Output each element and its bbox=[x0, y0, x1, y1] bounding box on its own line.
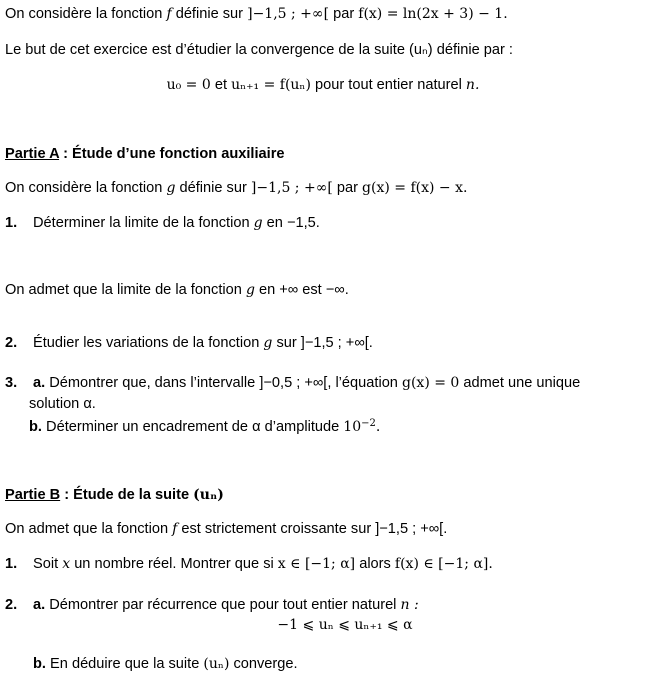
intro-line-2: Le but de cet exercice est d’étudier la convergence de la suite (uₙ) définie par : bbox=[5, 42, 513, 58]
text: définie sur bbox=[179, 180, 247, 196]
question-b1 bbox=[5, 555, 493, 573]
inequality bbox=[0, 616, 646, 634]
text: En déduire que la suite bbox=[50, 656, 200, 672]
question-a3b bbox=[29, 415, 380, 436]
inequality-text: −1 ⩽ uₙ ⩽ uₙ₊₁ ⩽ α bbox=[277, 617, 413, 633]
question-a1 bbox=[5, 214, 320, 232]
value-exponent: −2 bbox=[361, 418, 376, 429]
text: Soit bbox=[33, 556, 59, 572]
question-a2 bbox=[5, 334, 373, 352]
section-title-partie-b bbox=[5, 486, 224, 504]
function-symbol: g bbox=[263, 335, 273, 351]
admit-limit bbox=[5, 281, 349, 299]
text: en −1,5. bbox=[266, 215, 320, 231]
text: Démontrer que, dans l’intervalle ]−0,5 ; +∞[, l’équation bbox=[49, 375, 398, 391]
text: Démontrer par récurrence que pour tout entier naturel bbox=[49, 597, 397, 613]
text: par bbox=[336, 180, 358, 196]
text: est strictement croissante sur ]−1,5 ; +∞[. bbox=[181, 521, 448, 537]
question-number: 2. bbox=[5, 597, 18, 613]
subquestion-label: a. bbox=[33, 597, 46, 613]
question-number: 1. bbox=[5, 556, 18, 572]
text: On admet que la fonction bbox=[5, 521, 169, 537]
section-title-partie-a bbox=[5, 145, 285, 163]
domain-interval: ]−1,5 ; +∞[ bbox=[247, 6, 330, 22]
question-a3a bbox=[5, 374, 580, 392]
section-title: : Étude de la suite bbox=[60, 487, 190, 503]
precision-value bbox=[343, 419, 380, 435]
initial-term: u₀ = 0 bbox=[166, 77, 211, 93]
intro-text: par bbox=[333, 6, 355, 22]
text: converge. bbox=[233, 656, 298, 672]
value-base: 10 bbox=[343, 419, 362, 435]
recurrence-relation: uₙ₊₁ = f(uₙ) bbox=[231, 77, 311, 93]
subquestion-label: b. bbox=[33, 656, 46, 672]
sequence-symbol: (uₙ) bbox=[193, 487, 224, 503]
condition: x ∈ [−1; α] bbox=[277, 556, 356, 572]
question-b2a bbox=[5, 596, 419, 614]
connector-text: et bbox=[214, 77, 227, 93]
partA-intro bbox=[5, 179, 467, 197]
subquestion-label: a. bbox=[33, 375, 46, 391]
partB-admit bbox=[5, 520, 447, 538]
text: Déterminer la limite de la fonction bbox=[33, 215, 250, 231]
variable-x: x bbox=[62, 556, 71, 572]
text: un nombre réel. Montrer que si bbox=[74, 556, 274, 572]
section-label: Partie B bbox=[5, 487, 61, 503]
question-b2b bbox=[33, 655, 298, 673]
sequence-symbol: (uₙ) bbox=[203, 656, 230, 672]
function-definition: f(x) = ln(2x + 3) − 1. bbox=[358, 6, 508, 22]
text: admet une unique bbox=[463, 375, 581, 391]
question-a3a-cont: solution α. bbox=[29, 396, 96, 412]
domain-interval: ]−1,5 ; +∞[ bbox=[250, 180, 333, 196]
equation: g(x) = 0 bbox=[402, 375, 460, 391]
intro-text: définie sur bbox=[175, 6, 244, 22]
sequence-definition bbox=[0, 76, 646, 94]
section-title: : Étude d’une fonction auxiliaire bbox=[59, 146, 285, 162]
connector-text: pour tout entier naturel bbox=[315, 77, 462, 93]
intro-line-1 bbox=[5, 5, 508, 23]
value-dot: . bbox=[375, 419, 381, 435]
function-symbol: g bbox=[245, 282, 255, 298]
function-definition: g(x) = f(x) − x. bbox=[362, 180, 468, 196]
question-number: 2. bbox=[5, 335, 18, 351]
function-symbol: f bbox=[166, 6, 172, 22]
variable-n: n : bbox=[400, 597, 419, 613]
text: On considère la fonction bbox=[5, 180, 163, 196]
section-label: Partie A bbox=[5, 146, 60, 162]
subquestion-label: b. bbox=[29, 419, 42, 435]
question-number: 3. bbox=[5, 375, 18, 391]
text: Déterminer un encadrement de α d’amplitude bbox=[46, 419, 340, 435]
text: alors bbox=[359, 556, 391, 572]
variable-n: n. bbox=[465, 77, 480, 93]
question-number: 1. bbox=[5, 215, 18, 231]
function-symbol: g bbox=[166, 180, 176, 196]
text: sur ]−1,5 ; +∞[. bbox=[276, 335, 373, 351]
text: On admet que la limite de la fonction bbox=[5, 282, 242, 298]
text: Étudier les variations de la fonction bbox=[33, 335, 260, 351]
function-symbol: g bbox=[253, 215, 263, 231]
intro-text: On considère la fonction bbox=[5, 6, 163, 22]
result: f(x) ∈ [−1; α]. bbox=[394, 556, 493, 572]
text: en +∞ est −∞. bbox=[258, 282, 349, 298]
function-symbol: f bbox=[172, 521, 178, 537]
